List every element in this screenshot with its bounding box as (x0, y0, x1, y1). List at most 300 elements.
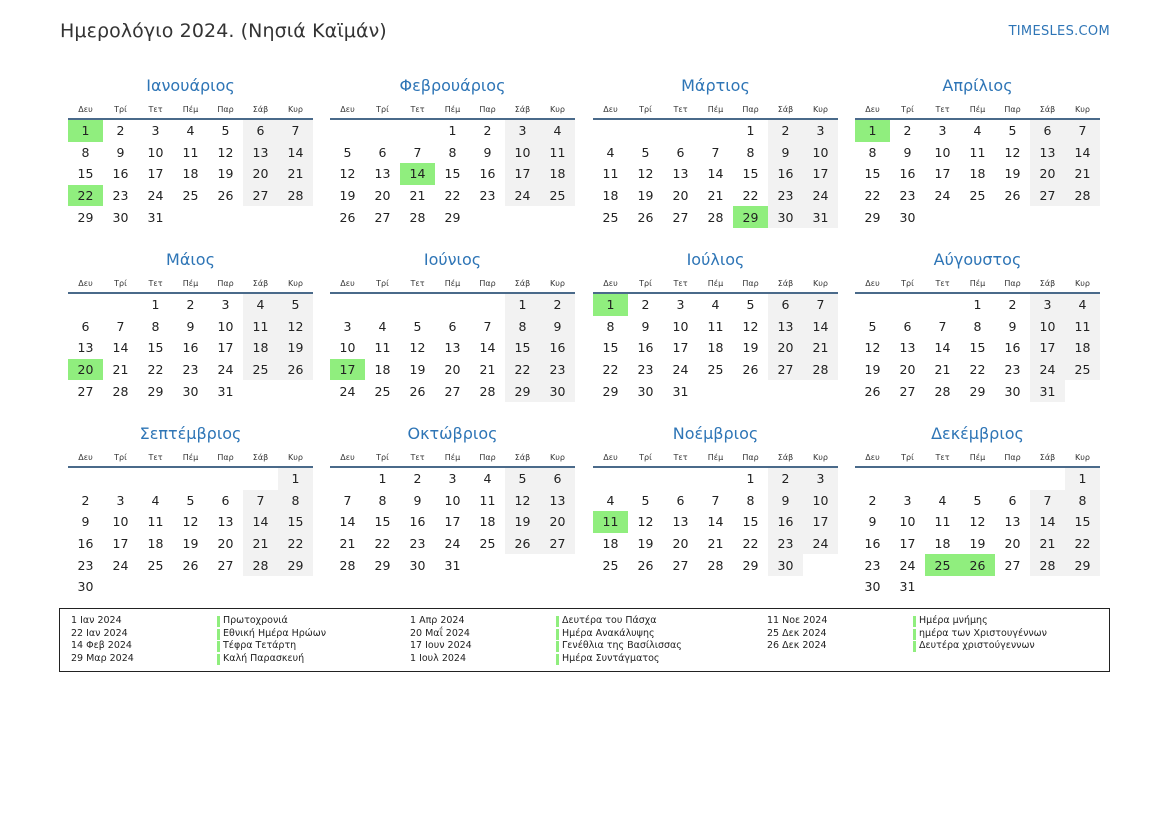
day-cell[interactable]: 28 (479, 383, 496, 399)
day-cell[interactable]: 26 (505, 533, 540, 555)
day-cell[interactable]: 9 (768, 490, 803, 512)
day-cell[interactable]: 28 (1030, 554, 1065, 576)
day-cell[interactable]: 9 (768, 142, 803, 164)
day-cell[interactable]: 28 (803, 359, 838, 381)
day-cell[interactable]: 28 (339, 557, 356, 573)
day-cell[interactable]: 29 (77, 209, 94, 225)
day-cell[interactable]: 16 (637, 340, 654, 356)
day-cell[interactable]: 21 (1030, 533, 1065, 555)
day-cell[interactable]: 10 (1030, 316, 1065, 338)
day-cell[interactable]: 8 (606, 318, 615, 334)
day-cell[interactable]: 22 (68, 185, 103, 207)
day-cell[interactable]: 1 (1065, 467, 1100, 490)
day-cell[interactable]: 18 (540, 163, 575, 185)
day-cell[interactable]: 26 (960, 554, 995, 576)
day-cell[interactable]: 27 (1004, 557, 1021, 573)
day-cell[interactable]: 29 (147, 383, 164, 399)
day-cell[interactable]: 21 (243, 533, 278, 555)
day-cell[interactable]: 1 (855, 119, 890, 142)
day-cell[interactable]: 18 (182, 166, 199, 182)
day-cell[interactable]: 17 (444, 514, 461, 530)
day-cell[interactable]: 8 (505, 316, 540, 338)
day-cell[interactable]: 2 (116, 123, 125, 139)
day-cell[interactable]: 8 (746, 144, 755, 160)
day-cell[interactable]: 6 (378, 144, 387, 160)
day-cell[interactable]: 3 (676, 297, 685, 313)
day-cell[interactable]: 2 (641, 297, 650, 313)
day-cell[interactable]: 16 (899, 166, 916, 182)
day-cell[interactable]: 30 (112, 209, 129, 225)
day-cell[interactable]: 11 (479, 492, 496, 508)
day-cell[interactable]: 3 (221, 297, 230, 313)
day-cell[interactable]: 24 (112, 557, 129, 573)
day-cell[interactable]: 27 (374, 209, 391, 225)
day-cell[interactable]: 2 (1008, 297, 1017, 313)
day-cell[interactable]: 21 (278, 163, 313, 185)
day-cell[interactable]: 9 (483, 144, 492, 160)
day-cell[interactable]: 24 (672, 362, 689, 378)
day-cell[interactable]: 19 (637, 188, 654, 204)
day-cell[interactable]: 28 (243, 554, 278, 576)
day-cell[interactable]: 10 (803, 490, 838, 512)
day-cell[interactable]: 28 (409, 209, 426, 225)
day-cell[interactable]: 13 (444, 340, 461, 356)
day-cell[interactable]: 2 (186, 297, 195, 313)
day-cell[interactable]: 27 (243, 185, 278, 207)
day-cell[interactable]: 10 (217, 318, 234, 334)
day-cell[interactable]: 17 (934, 166, 951, 182)
day-cell[interactable]: 22 (505, 359, 540, 381)
day-cell[interactable]: 12 (182, 514, 199, 530)
day-cell[interactable]: 16 (409, 514, 426, 530)
day-cell[interactable]: 10 (803, 142, 838, 164)
day-cell[interactable]: 17 (1030, 337, 1065, 359)
day-cell[interactable]: 20 (68, 359, 103, 381)
day-cell[interactable]: 8 (151, 318, 160, 334)
day-cell[interactable]: 3 (116, 492, 125, 508)
day-cell[interactable]: 10 (899, 514, 916, 530)
day-cell[interactable]: 4 (1065, 293, 1100, 316)
day-cell[interactable]: 6 (540, 467, 575, 490)
day-cell[interactable]: 13 (768, 316, 803, 338)
day-cell[interactable]: 30 (864, 579, 881, 595)
day-cell[interactable]: 24 (444, 536, 461, 552)
day-cell[interactable]: 8 (1065, 490, 1100, 512)
day-cell[interactable]: 6 (81, 318, 90, 334)
day-cell[interactable]: 22 (969, 362, 986, 378)
day-cell[interactable]: 28 (112, 383, 129, 399)
day-cell[interactable]: 25 (243, 359, 278, 381)
day-cell[interactable]: 10 (147, 144, 164, 160)
day-cell[interactable]: 5 (641, 492, 650, 508)
day-cell[interactable]: 25 (602, 209, 619, 225)
day-cell[interactable]: 18 (479, 514, 496, 530)
day-cell[interactable]: 11 (374, 340, 391, 356)
day-cell[interactable]: 2 (768, 467, 803, 490)
day-cell[interactable]: 9 (641, 318, 650, 334)
day-cell[interactable]: 26 (742, 362, 759, 378)
day-cell[interactable]: 8 (746, 492, 755, 508)
day-cell[interactable]: 10 (339, 340, 356, 356)
day-cell[interactable]: 19 (409, 362, 426, 378)
day-cell[interactable]: 22 (278, 533, 313, 555)
day-cell[interactable]: 22 (1065, 533, 1100, 555)
day-cell[interactable]: 11 (182, 144, 199, 160)
day-cell[interactable]: 20 (768, 337, 803, 359)
day-cell[interactable]: 6 (676, 144, 685, 160)
day-cell[interactable]: 23 (540, 359, 575, 381)
day-cell[interactable]: 11 (147, 514, 164, 530)
day-cell[interactable]: 24 (217, 362, 234, 378)
day-cell[interactable]: 15 (374, 514, 391, 530)
day-cell[interactable]: 26 (864, 383, 881, 399)
day-cell[interactable]: 24 (1030, 359, 1065, 381)
day-cell[interactable]: 8 (278, 490, 313, 512)
day-cell[interactable]: 24 (147, 188, 164, 204)
day-cell[interactable]: 13 (672, 514, 689, 530)
day-cell[interactable]: 16 (479, 166, 496, 182)
day-cell[interactable]: 22 (602, 362, 619, 378)
day-cell[interactable]: 25 (969, 188, 986, 204)
day-cell[interactable]: 27 (672, 557, 689, 573)
day-cell[interactable]: 17 (217, 340, 234, 356)
day-cell[interactable]: 24 (803, 533, 838, 555)
day-cell[interactable]: 27 (672, 209, 689, 225)
day-cell[interactable]: 13 (374, 166, 391, 182)
day-cell[interactable]: 19 (742, 340, 759, 356)
day-cell[interactable]: 26 (217, 188, 234, 204)
day-cell[interactable]: 31 (803, 206, 838, 228)
day-cell[interactable]: 23 (112, 188, 129, 204)
day-cell[interactable]: 7 (413, 144, 422, 160)
day-cell[interactable]: 21 (707, 536, 724, 552)
day-cell[interactable]: 15 (1065, 511, 1100, 533)
day-cell[interactable]: 23 (77, 557, 94, 573)
day-cell[interactable]: 5 (868, 318, 877, 334)
day-cell[interactable]: 5 (1008, 123, 1017, 139)
day-cell[interactable]: 20 (672, 536, 689, 552)
day-cell[interactable]: 24 (803, 185, 838, 207)
day-cell[interactable]: 9 (903, 144, 912, 160)
day-cell[interactable]: 22 (374, 536, 391, 552)
day-cell[interactable]: 15 (742, 514, 759, 530)
day-cell[interactable]: 2 (413, 471, 422, 487)
day-cell[interactable]: 30 (899, 209, 916, 225)
day-cell[interactable]: 22 (147, 362, 164, 378)
day-cell[interactable]: 24 (899, 557, 916, 573)
day-cell[interactable]: 18 (602, 536, 619, 552)
day-cell[interactable]: 6 (768, 293, 803, 316)
day-cell[interactable]: 18 (243, 337, 278, 359)
day-cell[interactable]: 29 (864, 209, 881, 225)
day-cell[interactable]: 4 (938, 492, 947, 508)
day-cell[interactable]: 2 (81, 492, 90, 508)
day-cell[interactable]: 6 (1030, 119, 1065, 142)
day-cell[interactable]: 14 (339, 514, 356, 530)
day-cell[interactable]: 9 (540, 316, 575, 338)
day-cell[interactable]: 12 (637, 514, 654, 530)
day-cell[interactable]: 13 (672, 166, 689, 182)
day-cell[interactable]: 7 (243, 490, 278, 512)
day-cell[interactable]: 11 (602, 166, 619, 182)
day-cell[interactable]: 17 (803, 163, 838, 185)
day-cell[interactable]: 18 (147, 536, 164, 552)
day-cell[interactable]: 30 (182, 383, 199, 399)
day-cell[interactable]: 15 (969, 340, 986, 356)
day-cell[interactable]: 12 (409, 340, 426, 356)
day-cell[interactable]: 19 (969, 536, 986, 552)
day-cell[interactable]: 30 (768, 554, 803, 576)
day-cell[interactable]: 6 (243, 119, 278, 142)
day-cell[interactable]: 6 (676, 492, 685, 508)
day-cell[interactable]: 18 (934, 536, 951, 552)
day-cell[interactable]: 30 (637, 383, 654, 399)
day-cell[interactable]: 14 (479, 340, 496, 356)
day-cell[interactable]: 30 (1004, 383, 1021, 399)
day-cell[interactable]: 14 (112, 340, 129, 356)
day-cell[interactable]: 26 (339, 209, 356, 225)
day-cell[interactable]: 25 (602, 557, 619, 573)
day-cell[interactable]: 27 (768, 359, 803, 381)
day-cell[interactable]: 27 (444, 383, 461, 399)
day-cell[interactable]: 17 (803, 511, 838, 533)
day-cell[interactable]: 5 (973, 492, 982, 508)
day-cell[interactable]: 1 (68, 119, 103, 142)
day-cell[interactable]: 24 (934, 188, 951, 204)
day-cell[interactable]: 2 (868, 492, 877, 508)
day-cell[interactable]: 7 (343, 492, 352, 508)
day-cell[interactable]: 14 (1030, 511, 1065, 533)
day-cell[interactable]: 11 (707, 318, 724, 334)
day-cell[interactable]: 17 (899, 536, 916, 552)
day-cell[interactable]: 23 (637, 362, 654, 378)
day-cell[interactable]: 12 (637, 166, 654, 182)
day-cell[interactable]: 4 (540, 119, 575, 142)
day-cell[interactable]: 11 (934, 514, 951, 530)
day-cell[interactable]: 19 (864, 362, 881, 378)
day-cell[interactable]: 7 (278, 119, 313, 142)
day-cell[interactable]: 26 (409, 383, 426, 399)
day-cell[interactable]: 19 (1004, 166, 1021, 182)
day-cell[interactable]: 10 (444, 492, 461, 508)
day-cell[interactable]: 16 (768, 163, 803, 185)
day-cell[interactable]: 1 (746, 471, 755, 487)
day-cell[interactable]: 19 (339, 188, 356, 204)
day-cell[interactable]: 23 (409, 536, 426, 552)
day-cell[interactable]: 17 (112, 536, 129, 552)
day-cell[interactable]: 16 (540, 337, 575, 359)
day-cell[interactable]: 1 (973, 297, 982, 313)
day-cell[interactable]: 28 (707, 557, 724, 573)
day-cell[interactable]: 8 (448, 144, 457, 160)
day-cell[interactable]: 22 (742, 536, 759, 552)
day-cell[interactable]: 24 (505, 185, 540, 207)
day-cell[interactable]: 14 (400, 163, 435, 185)
day-cell[interactable]: 1 (151, 297, 160, 313)
day-cell[interactable]: 22 (864, 188, 881, 204)
day-cell[interactable]: 4 (151, 492, 160, 508)
day-cell[interactable]: 28 (934, 383, 951, 399)
day-cell[interactable]: 30 (540, 380, 575, 402)
day-cell[interactable]: 17 (672, 340, 689, 356)
day-cell[interactable]: 15 (742, 166, 759, 182)
day-cell[interactable]: 21 (339, 536, 356, 552)
day-cell[interactable]: 4 (483, 471, 492, 487)
day-cell[interactable]: 16 (77, 536, 94, 552)
day-cell[interactable]: 23 (1004, 362, 1021, 378)
day-cell[interactable]: 2 (903, 123, 912, 139)
day-cell[interactable]: 31 (672, 383, 689, 399)
day-cell[interactable]: 26 (1004, 188, 1021, 204)
day-cell[interactable]: 19 (505, 511, 540, 533)
day-cell[interactable]: 1 (378, 471, 387, 487)
day-cell[interactable]: 17 (330, 359, 365, 381)
day-cell[interactable]: 20 (243, 163, 278, 185)
day-cell[interactable]: 11 (243, 316, 278, 338)
day-cell[interactable]: 18 (602, 188, 619, 204)
day-cell[interactable]: 23 (479, 188, 496, 204)
day-cell[interactable]: 23 (768, 185, 803, 207)
day-cell[interactable]: 11 (969, 144, 986, 160)
day-cell[interactable]: 29 (602, 383, 619, 399)
day-cell[interactable]: 5 (343, 144, 352, 160)
day-cell[interactable]: 25 (182, 188, 199, 204)
day-cell[interactable]: 25 (479, 536, 496, 552)
day-cell[interactable]: 3 (938, 123, 947, 139)
day-cell[interactable]: 4 (243, 293, 278, 316)
day-cell[interactable]: 3 (803, 119, 838, 142)
day-cell[interactable]: 2 (768, 119, 803, 142)
day-cell[interactable]: 4 (606, 492, 615, 508)
day-cell[interactable]: 14 (1065, 142, 1100, 164)
day-cell[interactable]: 11 (593, 511, 628, 533)
day-cell[interactable]: 21 (479, 362, 496, 378)
day-cell[interactable]: 7 (1065, 119, 1100, 142)
day-cell[interactable]: 21 (112, 362, 129, 378)
day-cell[interactable]: 26 (278, 359, 313, 381)
day-cell[interactable]: 9 (1008, 318, 1017, 334)
day-cell[interactable]: 4 (606, 144, 615, 160)
day-cell[interactable]: 1 (278, 467, 313, 490)
day-cell[interactable]: 13 (899, 340, 916, 356)
day-cell[interactable]: 25 (540, 185, 575, 207)
day-cell[interactable]: 29 (1065, 554, 1100, 576)
day-cell[interactable]: 9 (868, 514, 877, 530)
day-cell[interactable]: 8 (378, 492, 387, 508)
day-cell[interactable]: 27 (899, 383, 916, 399)
day-cell[interactable]: 1 (593, 293, 628, 316)
day-cell[interactable]: 6 (221, 492, 230, 508)
day-cell[interactable]: 5 (278, 293, 313, 316)
day-cell[interactable]: 13 (77, 340, 94, 356)
day-cell[interactable]: 8 (973, 318, 982, 334)
day-cell[interactable]: 30 (409, 557, 426, 573)
day-cell[interactable]: 12 (969, 514, 986, 530)
day-cell[interactable]: 27 (540, 533, 575, 555)
day-cell[interactable]: 11 (1065, 316, 1100, 338)
day-cell[interactable]: 29 (444, 209, 461, 225)
day-cell[interactable]: 16 (182, 340, 199, 356)
day-cell[interactable]: 29 (969, 383, 986, 399)
day-cell[interactable]: 16 (768, 511, 803, 533)
day-cell[interactable]: 5 (746, 297, 755, 313)
day-cell[interactable]: 26 (637, 557, 654, 573)
day-cell[interactable]: 19 (637, 536, 654, 552)
day-cell[interactable]: 12 (864, 340, 881, 356)
day-cell[interactable]: 24 (339, 383, 356, 399)
day-cell[interactable]: 13 (1030, 142, 1065, 164)
day-cell[interactable]: 7 (711, 144, 720, 160)
day-cell[interactable]: 22 (444, 188, 461, 204)
day-cell[interactable]: 3 (1030, 293, 1065, 316)
day-cell[interactable]: 15 (602, 340, 619, 356)
day-cell[interactable]: 10 (112, 514, 129, 530)
day-cell[interactable]: 20 (1030, 163, 1065, 185)
day-cell[interactable]: 25 (707, 362, 724, 378)
site-link[interactable]: TIMESLES.COM (1008, 24, 1110, 39)
day-cell[interactable]: 21 (1065, 163, 1100, 185)
day-cell[interactable]: 18 (707, 340, 724, 356)
day-cell[interactable]: 9 (81, 514, 90, 530)
day-cell[interactable]: 30 (77, 579, 94, 595)
day-cell[interactable]: 30 (768, 206, 803, 228)
day-cell[interactable]: 8 (868, 144, 877, 160)
day-cell[interactable]: 18 (1065, 337, 1100, 359)
day-cell[interactable]: 11 (540, 142, 575, 164)
day-cell[interactable]: 20 (540, 511, 575, 533)
day-cell[interactable]: 21 (803, 337, 838, 359)
day-cell[interactable]: 19 (182, 536, 199, 552)
day-cell[interactable]: 31 (217, 383, 234, 399)
day-cell[interactable]: 21 (934, 362, 951, 378)
day-cell[interactable]: 14 (803, 316, 838, 338)
day-cell[interactable]: 12 (339, 166, 356, 182)
day-cell[interactable]: 9 (116, 144, 125, 160)
day-cell[interactable]: 8 (81, 144, 90, 160)
day-cell[interactable]: 17 (147, 166, 164, 182)
day-cell[interactable]: 20 (374, 188, 391, 204)
day-cell[interactable]: 29 (733, 206, 768, 228)
day-cell[interactable]: 9 (186, 318, 195, 334)
day-cell[interactable]: 31 (444, 557, 461, 573)
day-cell[interactable]: 25 (374, 383, 391, 399)
day-cell[interactable]: 31 (1030, 380, 1065, 402)
day-cell[interactable]: 17 (505, 163, 540, 185)
day-cell[interactable]: 14 (707, 166, 724, 182)
day-cell[interactable]: 14 (934, 340, 951, 356)
day-cell[interactable]: 1 (505, 293, 540, 316)
day-cell[interactable]: 29 (374, 557, 391, 573)
day-cell[interactable]: 6 (448, 318, 457, 334)
day-cell[interactable]: 3 (151, 123, 160, 139)
day-cell[interactable]: 15 (444, 166, 461, 182)
day-cell[interactable]: 20 (217, 536, 234, 552)
day-cell[interactable]: 18 (374, 362, 391, 378)
day-cell[interactable]: 13 (1004, 514, 1021, 530)
day-cell[interactable]: 29 (278, 554, 313, 576)
day-cell[interactable]: 10 (672, 318, 689, 334)
day-cell[interactable]: 12 (505, 490, 540, 512)
day-cell[interactable]: 14 (707, 514, 724, 530)
day-cell[interactable]: 29 (505, 380, 540, 402)
day-cell[interactable]: 23 (768, 533, 803, 555)
day-cell[interactable]: 2 (483, 123, 492, 139)
day-cell[interactable]: 4 (378, 318, 387, 334)
day-cell[interactable]: 5 (413, 318, 422, 334)
day-cell[interactable]: 27 (217, 557, 234, 573)
day-cell[interactable]: 25 (1065, 359, 1100, 381)
day-cell[interactable]: 19 (217, 166, 234, 182)
